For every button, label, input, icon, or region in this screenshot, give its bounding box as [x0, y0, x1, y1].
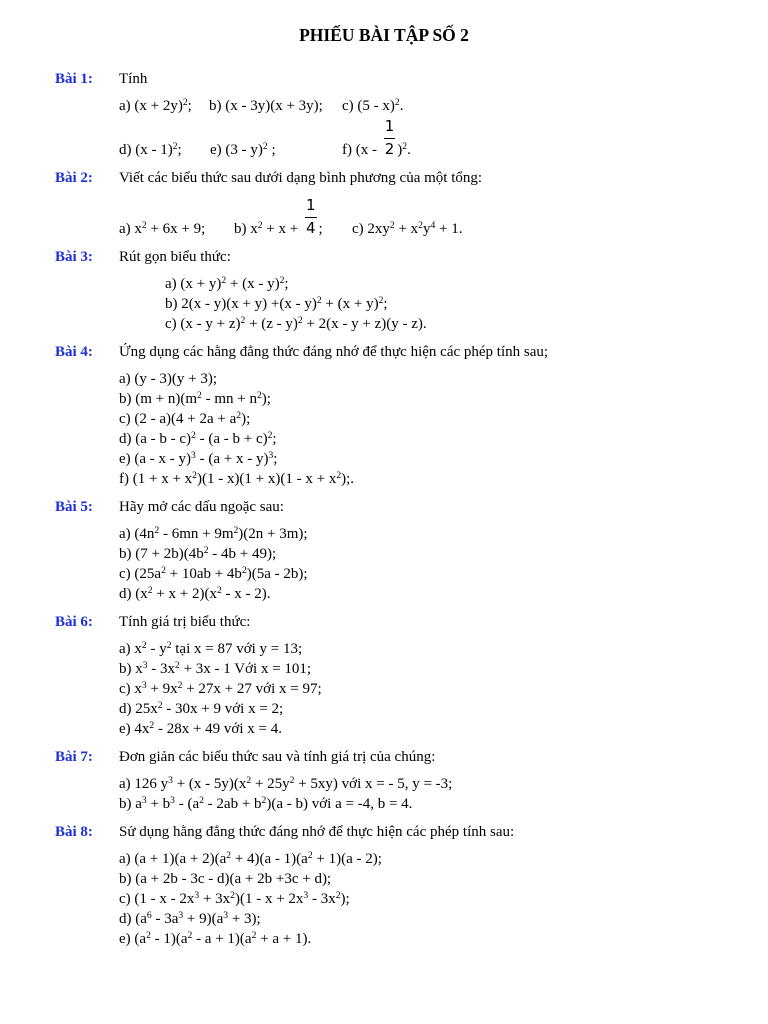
- problem-row: [119, 929, 755, 949]
- expression-text: )(5a - 2b);: [246, 566, 308, 582]
- problem-row: [119, 116, 755, 160]
- problem-item: [352, 219, 462, 239]
- exponent: 2: [141, 219, 147, 231]
- exponent: 2: [316, 294, 322, 306]
- exponent: 2: [241, 564, 247, 576]
- expression-text: b) (a + 2b - 3c - d)(a + 2b +3c + d);: [119, 871, 332, 887]
- problem-row: [119, 96, 755, 116]
- expression-text: + 1)(a - 2);: [312, 851, 382, 867]
- exponent: 2: [394, 96, 400, 108]
- expression-text: + 3x - 1 Với x = 101;: [179, 661, 312, 677]
- expression-text: - 30x + 9 với x = 2;: [162, 701, 284, 717]
- expression-text: e) 4x: [119, 721, 150, 737]
- exponent: 2: [199, 794, 204, 806]
- expression-text: ): [397, 142, 403, 158]
- exercise-prompt: Ứng dụng các hằng đẳng thức đáng nhớ để thực hiện các phép tính sau;: [119, 344, 549, 360]
- exponent: 3: [191, 449, 196, 461]
- problem-row: [119, 659, 755, 679]
- problem-list: [55, 774, 755, 814]
- expression-text: ;: [273, 451, 278, 467]
- problem-item: [119, 369, 217, 389]
- exercise-prompt: Viết các biểu thức sau dưới dạng bình phương của một tổng:: [119, 170, 483, 186]
- problem-item: [119, 909, 261, 929]
- exercise-8: [55, 822, 755, 949]
- problem-row: [119, 774, 755, 794]
- problem-item: [119, 469, 354, 489]
- problem-item: [119, 524, 308, 544]
- exercise-heading: [55, 168, 755, 188]
- expression-text: ;: [383, 296, 388, 312]
- exercise-7: [55, 747, 755, 814]
- exercise-label: Bài 3:: [55, 249, 93, 265]
- problem-item: [119, 449, 277, 469]
- exponent: 2: [154, 524, 160, 536]
- exercise-prompt: Tính: [119, 71, 148, 87]
- exponent: 2: [187, 929, 193, 941]
- expression-text: - (a: [174, 796, 200, 812]
- expression-text: + (x - y): [226, 276, 280, 292]
- expression-text: + b: [146, 796, 171, 812]
- expression-text: + 27x + 27 với x = 97;: [182, 681, 322, 697]
- exponent: 3: [223, 909, 229, 921]
- fraction-denominator: 4: [305, 219, 316, 237]
- fraction-numerator: 1: [305, 195, 317, 218]
- expression-text: f) (1 + x + x: [119, 471, 193, 487]
- problem-item: [119, 584, 271, 604]
- exponent: 2: [197, 389, 202, 401]
- exercise-heading: [55, 497, 755, 517]
- exponent: 2: [261, 794, 267, 806]
- expression-text: - 3x: [308, 891, 336, 907]
- exponent: 2: [402, 140, 408, 152]
- expression-text: a) x: [119, 641, 142, 657]
- expression-text: + (x - 5y)(x: [172, 776, 247, 792]
- exercise-prompt: Đơn giản các biểu thức sau và tính giá trị của chúng:: [119, 749, 436, 765]
- expression-text: ;: [318, 221, 323, 237]
- problem-item: [119, 96, 209, 116]
- expression-text: - 2ab + b: [203, 796, 262, 812]
- problem-row: [119, 524, 755, 544]
- expression-text: e) (3 - y): [210, 142, 263, 158]
- expression-text: e) (a: [119, 931, 147, 947]
- exponent: 3: [268, 449, 274, 461]
- exercise-heading: [55, 612, 755, 632]
- expression-text: d) (a - b - c): [119, 431, 192, 447]
- exponent: 3: [141, 794, 147, 806]
- expression-text: );: [261, 391, 271, 407]
- exercise-label: Bài 6:: [55, 614, 93, 630]
- expression-text: - 28x + 49 với x = 4.: [154, 721, 282, 737]
- problem-item: [119, 929, 311, 949]
- expression-text: + (z - y): [245, 316, 298, 332]
- exercise-6: [55, 612, 755, 739]
- expression-text: - 6mn + 9m: [159, 526, 234, 542]
- exponent: 2: [141, 639, 147, 651]
- exercise-2: [55, 168, 755, 239]
- exponent: 2: [177, 679, 183, 691]
- problem-row: [119, 369, 755, 389]
- exercise-heading: [55, 247, 755, 267]
- problem-row: [119, 449, 755, 469]
- expression-text: d) (a: [119, 911, 147, 927]
- exponent: 2: [147, 584, 153, 596]
- exercise-3: [55, 247, 755, 334]
- exponent: 2: [240, 314, 246, 326]
- exponent: 2: [335, 889, 341, 901]
- expression-text: y: [422, 221, 431, 237]
- problem-row: [119, 889, 755, 909]
- expression-text: b) (x - 3y)(x + 3y);: [209, 98, 323, 114]
- expression-text: ;: [272, 431, 277, 447]
- expression-text: )(a - b) với a = -4, b = 4.: [266, 796, 413, 812]
- expression-text: - 4b + 49);: [208, 546, 277, 562]
- expression-text: + 10ab + 4b: [165, 566, 242, 582]
- expression-text: e) (a - x - y): [119, 451, 192, 467]
- problem-list: [55, 849, 755, 949]
- exponent: 3: [141, 679, 147, 691]
- expression-text: - x - 2).: [221, 586, 271, 602]
- expression-text: - y: [146, 641, 167, 657]
- expression-text: + x + 2)(x: [152, 586, 217, 602]
- exercise-prompt: Hãy mở các dấu ngoặc sau:: [119, 499, 284, 515]
- exponent: 2: [297, 314, 303, 326]
- problem-item: [119, 699, 283, 719]
- exponent: 2: [182, 96, 188, 108]
- problem-row: [119, 794, 755, 814]
- expression-text: a) x: [119, 221, 142, 237]
- expression-text: + 3x: [199, 891, 231, 907]
- problem-item: [165, 294, 388, 314]
- problem-item: [119, 794, 412, 814]
- expression-text: a) (4n: [119, 526, 155, 542]
- exponent: 4: [430, 219, 436, 231]
- expression-text: - (a + x - y): [195, 451, 269, 467]
- expression-text: + 2(x - y + z)(y - z).: [302, 316, 427, 332]
- exponent: 2: [146, 929, 151, 941]
- exercise-5: [55, 497, 755, 604]
- problem-row: [119, 469, 755, 489]
- exercise-heading: [55, 822, 755, 842]
- exercise-label: Bài 2:: [55, 170, 93, 186]
- exercise-heading: [55, 747, 755, 767]
- exercise-label: Bài 5:: [55, 499, 93, 515]
- expression-text: a) (y - 3)(y + 3);: [119, 371, 218, 387]
- problem-row: [119, 699, 755, 719]
- problem-row: [119, 909, 755, 929]
- exponent: 2: [230, 889, 235, 901]
- fraction: [305, 195, 317, 239]
- exponent: 2: [246, 774, 252, 786]
- exponent: 2: [192, 469, 197, 481]
- expression-text: a) 126 y: [119, 776, 169, 792]
- exponent: 2: [191, 429, 196, 441]
- expression-text: );.: [341, 471, 355, 487]
- expression-text: c) x: [119, 681, 142, 697]
- problem-item: [165, 314, 427, 334]
- expression-text: )(1 - x)(1 + x)(1 - x + x: [196, 471, 337, 487]
- expression-text: + 6x + 9;: [146, 221, 206, 237]
- exercise-4: [55, 342, 755, 489]
- exercise-list: [55, 69, 755, 957]
- exponent: 3: [168, 774, 173, 786]
- problem-row: [119, 584, 755, 604]
- exponent: 2: [161, 564, 166, 576]
- problem-item: [209, 96, 342, 116]
- problem-row: [119, 544, 755, 564]
- expression-text: tại x = 87 với y = 13;: [171, 641, 303, 657]
- problem-item: [119, 564, 308, 584]
- exponent: 2: [221, 274, 227, 286]
- exercise-heading: [55, 69, 755, 89]
- problem-row: [165, 294, 755, 314]
- problem-row: [119, 679, 755, 699]
- problem-row: [165, 314, 755, 334]
- expression-text: .: [407, 142, 411, 158]
- expression-text: )(1 - x + 2x: [234, 891, 304, 907]
- worksheet-title: PHIẾU BÀI TẬP SỐ 2: [299, 25, 469, 45]
- exponent: 2: [289, 774, 295, 786]
- exercise-label: Bài 8:: [55, 824, 93, 840]
- expression-text: - a + 1)(a: [192, 931, 252, 947]
- problem-item: [119, 774, 452, 794]
- exercise-label: Bài 1:: [55, 71, 93, 87]
- exercise-prompt: Tính giá trị biểu thức:: [119, 614, 251, 630]
- problem-item: [119, 869, 331, 889]
- problem-list: [55, 96, 755, 160]
- problem-list: [55, 639, 755, 739]
- expression-text: .: [399, 98, 404, 114]
- expression-text: d) 25x: [119, 701, 158, 717]
- exponent: 3: [303, 889, 309, 901]
- problem-row: [119, 409, 755, 429]
- expression-text: a) (x + 2y): [119, 98, 183, 114]
- expression-text: c) (2 - a)(4 + 2a + a: [119, 411, 237, 427]
- expression-text: b) x: [234, 221, 258, 237]
- exercise-label: Bài 7:: [55, 749, 93, 765]
- expression-text: - 3a: [151, 911, 179, 927]
- exercise-1: [55, 69, 755, 160]
- expression-text: + 1.: [435, 221, 463, 237]
- expression-text: b) (7 + 2b)(4b: [119, 546, 204, 562]
- problem-row: [119, 429, 755, 449]
- expression-text: - (a - b + c): [195, 431, 268, 447]
- expression-text: + 3);: [228, 911, 261, 927]
- expression-text: d) (x - 1): [119, 142, 173, 158]
- expression-text: + (x + y): [321, 296, 379, 312]
- problem-item: [119, 639, 302, 659]
- expression-text: ;: [267, 142, 276, 158]
- problem-item: [119, 409, 250, 429]
- expression-text: + x +: [262, 221, 302, 237]
- problem-item: [119, 219, 234, 239]
- exponent: 2: [157, 699, 163, 711]
- problem-row: [119, 195, 755, 239]
- expression-text: b) 2(x - y)(x + y) +(x - y): [165, 296, 317, 312]
- exponent: 2: [257, 219, 263, 231]
- expression-text: ;: [284, 276, 289, 292]
- exponent: 2: [166, 639, 172, 651]
- exponent: 2: [389, 219, 395, 231]
- expression-text: - mn + n: [201, 391, 257, 407]
- exponent: 2: [203, 544, 209, 556]
- exercise-label: Bài 4:: [55, 344, 93, 360]
- exponent: 2: [262, 140, 268, 152]
- problem-row: [119, 849, 755, 869]
- expression-text: c) (1 - x - 2x: [119, 891, 195, 907]
- exponent: 6: [146, 909, 152, 921]
- exponent: 2: [233, 524, 239, 536]
- problem-item: [119, 849, 382, 869]
- problem-item: [119, 659, 311, 679]
- expression-text: ;: [187, 98, 192, 114]
- problem-item: [342, 116, 411, 160]
- expression-text: + 5xy) với x = - 5, y = -3;: [294, 776, 453, 792]
- exponent: 3: [170, 794, 175, 806]
- problem-item: [165, 274, 289, 294]
- exponent: 3: [142, 659, 148, 671]
- problem-item: [210, 140, 342, 160]
- problem-item: [119, 889, 350, 909]
- expression-text: + x: [394, 221, 419, 237]
- expression-text: b) a: [119, 796, 142, 812]
- exercise-prompt: Rút gọn biểu thức:: [119, 249, 231, 265]
- exponent: 2: [175, 659, 180, 671]
- expression-text: d) (x: [119, 586, 148, 602]
- problem-item: [234, 195, 352, 239]
- exponent: 2: [256, 389, 262, 401]
- problem-list: [55, 524, 755, 604]
- problem-row: [119, 564, 755, 584]
- expression-text: c) (5 - x): [342, 98, 395, 114]
- expression-text: + 25y: [251, 776, 290, 792]
- fraction: [384, 116, 396, 160]
- exercise-prompt: Sử dụng hằng đẳng thức đáng nhớ để thực hiện các phép tính sau:: [119, 824, 515, 840]
- problem-item: [119, 719, 282, 739]
- problem-row: [119, 719, 755, 739]
- problem-item: [342, 96, 403, 116]
- problem-row: [119, 389, 755, 409]
- exponent: 2: [279, 274, 285, 286]
- fraction-numerator: 1: [384, 116, 396, 139]
- expression-text: );: [241, 411, 251, 427]
- expression-text: + 4)(a - 1)(a: [231, 851, 308, 867]
- exponent: 2: [172, 140, 178, 152]
- problem-list: [55, 274, 755, 334]
- exponent: 2: [226, 849, 232, 861]
- problem-row: [119, 639, 755, 659]
- problem-item: [119, 679, 322, 699]
- expression-text: c) (x - y + z): [165, 316, 241, 332]
- expression-text: b) x: [119, 661, 143, 677]
- exponent: 2: [251, 929, 257, 941]
- expression-text: )(2n + 3m);: [238, 526, 308, 542]
- expression-text: a) (a + 1)(a + 2)(a: [119, 851, 227, 867]
- exponent: 2: [216, 584, 222, 596]
- exponent: 2: [378, 294, 384, 306]
- exponent: 3: [178, 909, 184, 921]
- expression-text: - 1)(a: [150, 931, 188, 947]
- expression-text: + a + 1).: [256, 931, 312, 947]
- problem-item: [119, 544, 276, 564]
- exponent: 2: [418, 219, 423, 231]
- problem-row: [165, 274, 755, 294]
- problem-item: [119, 429, 277, 449]
- expression-text: c) 2xy: [352, 221, 390, 237]
- exponent: 2: [336, 469, 342, 481]
- exponent: 2: [149, 719, 155, 731]
- exercise-heading: [55, 342, 755, 362]
- expression-text: + 9x: [146, 681, 178, 697]
- expression-text: ;: [177, 142, 182, 158]
- expression-text: b) (m + n)(m: [119, 391, 198, 407]
- exponent: 3: [194, 889, 200, 901]
- problem-row: [119, 869, 755, 889]
- problem-item: [119, 389, 271, 409]
- exponent: 2: [236, 409, 242, 421]
- expression-text: - 3x: [147, 661, 176, 677]
- problem-list: [55, 369, 755, 489]
- expression-text: a) (x + y): [165, 276, 222, 292]
- problem-item: [119, 140, 210, 160]
- exponent: 2: [307, 849, 313, 861]
- expression-text: c) (25a: [119, 566, 162, 582]
- expression-text: + 9)(a: [183, 911, 224, 927]
- fraction-denominator: 2: [384, 140, 395, 158]
- expression-text: f) (x -: [342, 142, 381, 158]
- expression-text: );: [340, 891, 350, 907]
- exponent: 2: [267, 429, 273, 441]
- problem-list: [55, 195, 755, 239]
